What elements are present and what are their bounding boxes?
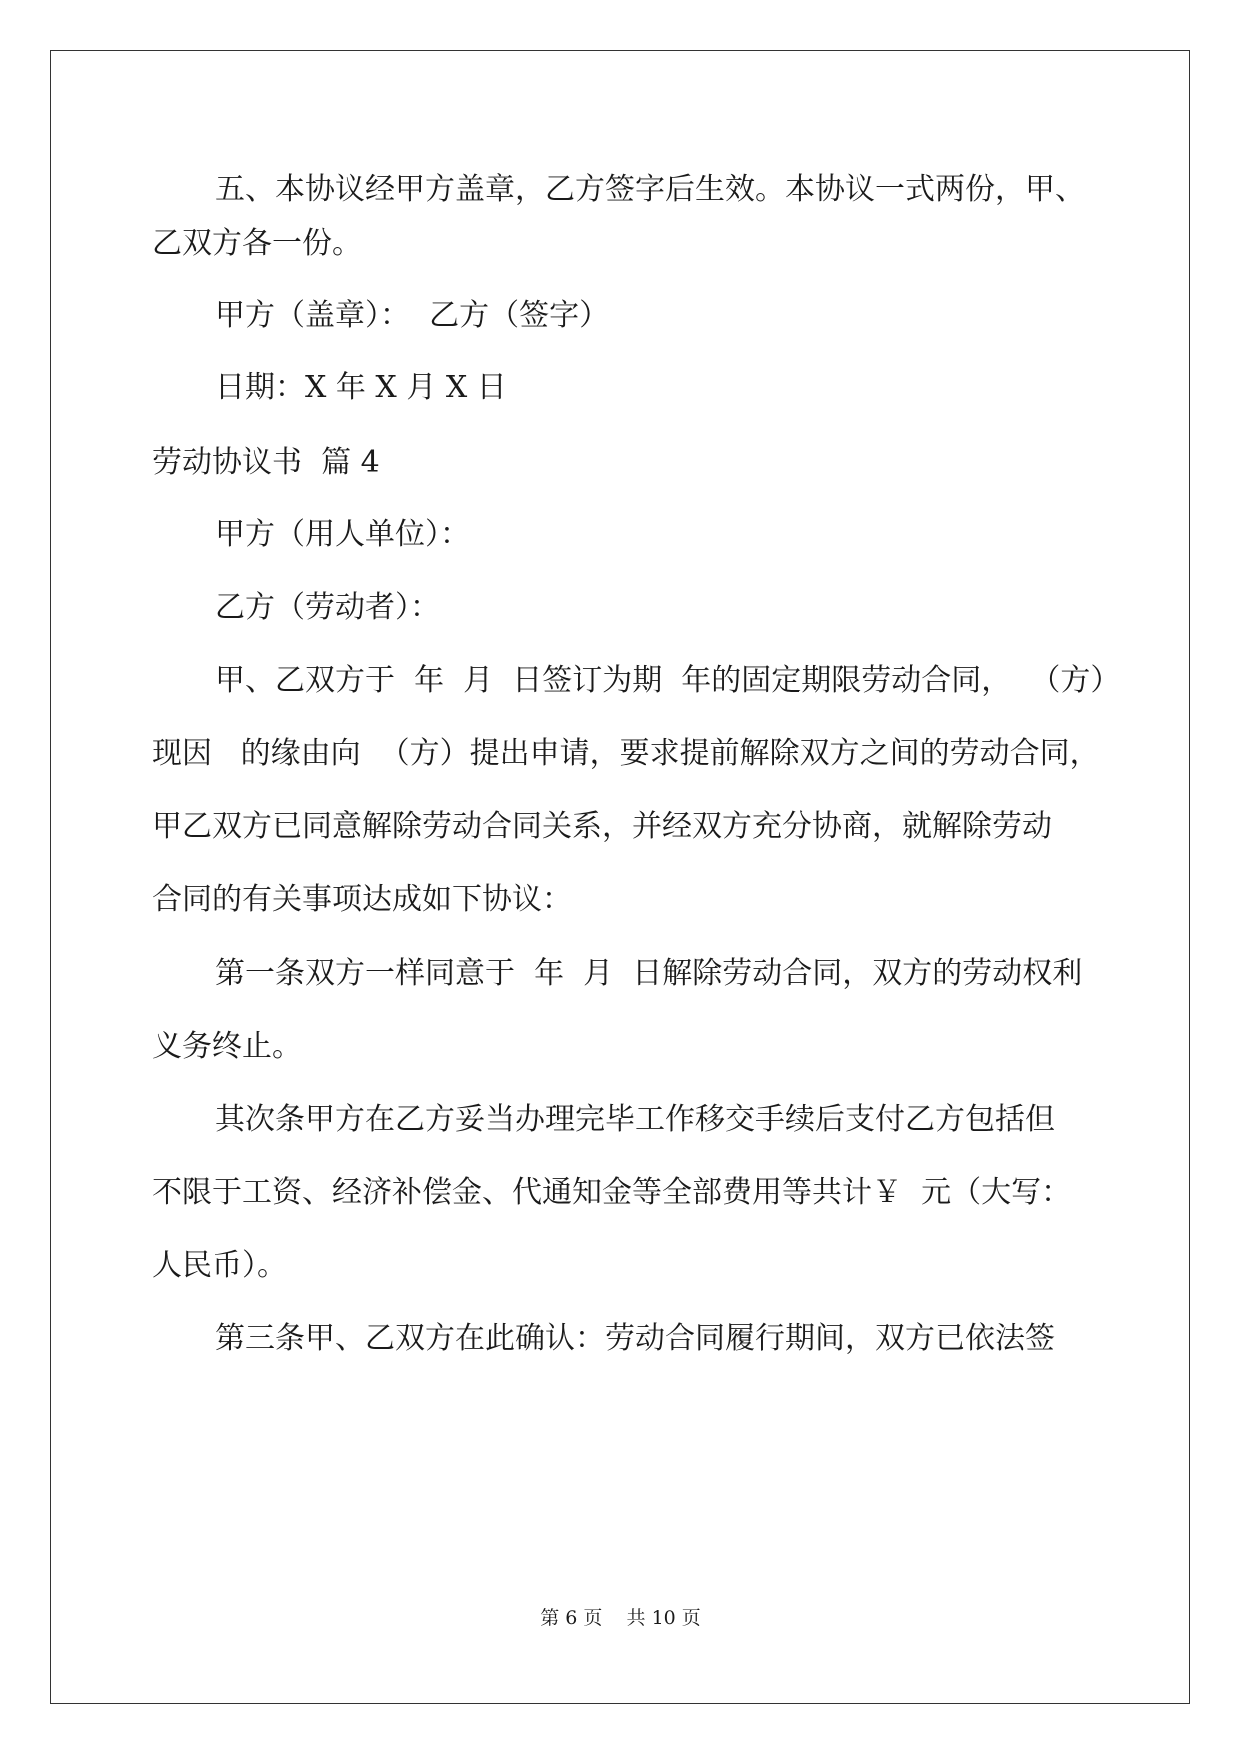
paragraph-line: 人民币）。 [152, 1248, 287, 1283]
signature-line: 甲方（盖章）： 乙方（签字） [215, 298, 610, 333]
paragraph-line: 其次条甲方在乙方妥当办理完毕工作移交手续后支付乙方包括但 [215, 1102, 1055, 1137]
paragraph-line: 乙双方各一份。 [152, 226, 362, 261]
paragraph-line: 第一条双方一样同意于 年 月 日解除劳动合同，双方的劳动权利 [215, 956, 1083, 991]
paragraph-line: 义务终止。 [152, 1029, 302, 1064]
page-number-footer: 第 6 页 共 10 页 [540, 1607, 701, 1629]
paragraph-line: 不限于工资、经济补偿金、代通知金等全部费用等共计￥ 元（大写： [152, 1175, 1072, 1210]
paragraph-line: 第三条甲、乙双方在此确认：劳动合同履行期间，双方已依法签 [215, 1321, 1055, 1356]
paragraph-line: 五、本协议经甲方盖章，乙方签字后生效。本协议一式两份，甲、 [215, 172, 1085, 207]
paragraph-line: 甲、乙双方于 年 月 日签订为期 年的固定期限劳动合同， （方） [215, 663, 1121, 698]
party-b-line: 乙方（劳动者）： [215, 590, 440, 625]
paragraph-line: 甲乙双方已同意解除劳动合同关系，并经双方充分协商，就解除劳动 [152, 809, 1052, 844]
date-line: 日期：X 年 X 月 X 日 [215, 370, 507, 405]
section-heading: 劳动协议书 篇 4 [152, 445, 380, 480]
paragraph-line: 现因 的缘由向 （方）提出申请，要求提前解除双方之间的劳动合同， [152, 736, 1100, 771]
party-a-line: 甲方（用人单位）： [215, 517, 470, 552]
paragraph-line: 合同的有关事项达成如下协议： [152, 882, 572, 917]
